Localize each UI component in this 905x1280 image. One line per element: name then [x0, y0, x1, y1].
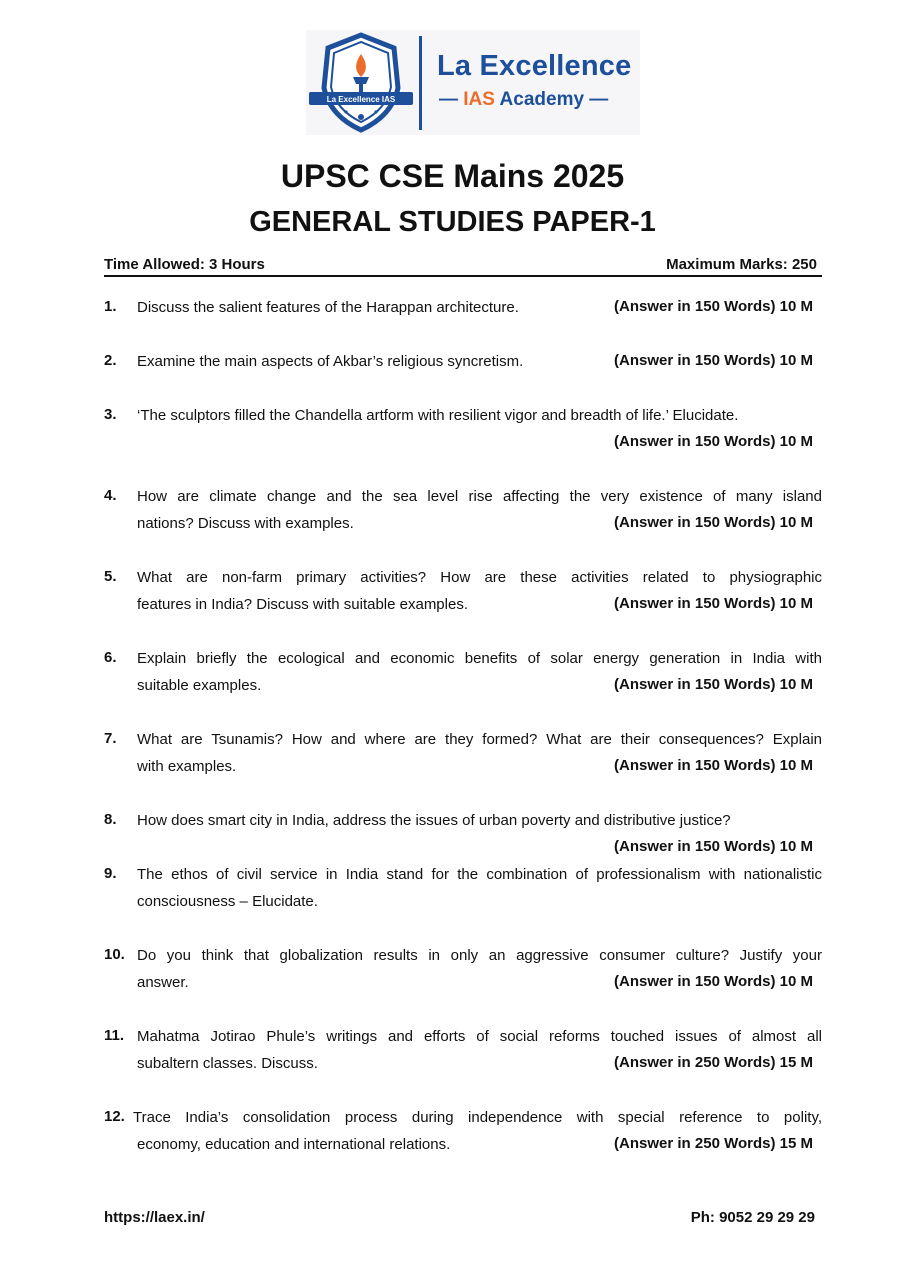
footer-website: https://laex.in/: [104, 1209, 205, 1226]
question-marks: (Answer in 150 Words) 10 M: [614, 676, 813, 693]
question-number: 3.: [104, 406, 117, 423]
logo-divider: [419, 36, 422, 130]
page-title: UPSC CSE Mains 2025: [280, 158, 625, 194]
question-text: nations? Discuss with examples.: [137, 515, 354, 532]
question-number: 10.: [104, 946, 125, 963]
question-marks: (Answer in 150 Words) 10 M: [614, 595, 813, 612]
question-text: What are non-farm primary activities? How are these activities related to physiographic: [137, 569, 822, 586]
question-text: Examine the main aspects of Akbar’s religious syncretism.: [137, 353, 524, 370]
question-text: ‘The sculptors filled the Chandella artform with resilient vigor and breadth of life.’ Elucidate.: [137, 407, 739, 424]
question-number: 1.: [104, 298, 117, 315]
question-number: 12.: [104, 1108, 125, 1125]
question-text: economy, education and international relations.: [137, 1136, 451, 1153]
logo-sub-rest: Academy —: [494, 89, 609, 110]
question-marks: (Answer in 150 Words) 10 M: [614, 973, 813, 990]
question-text: How are climate change and the sea level rise affecting the very existence of many island: [137, 488, 822, 505]
question-text: Mahatma Jotirao Phule’s writings and efforts of social reforms touched issues of almost all: [137, 1028, 822, 1045]
logo-subtitle: [439, 89, 608, 111]
question-marks: (Answer in 150 Words) 10 M: [614, 514, 813, 531]
question-number: 5.: [104, 568, 117, 585]
time-allowed: Time Allowed: 3 Hours: [104, 256, 265, 273]
logo: [306, 30, 640, 135]
question-text: The ethos of civil service in India stand for the combination of professionalism with nationalistic: [137, 866, 822, 883]
max-marks: Maximum Marks: 250: [666, 256, 817, 273]
question-marks: (Answer in 150 Words) 10 M: [614, 433, 813, 450]
question-number: 8.: [104, 811, 117, 828]
question-text: How does smart city in India, address the issues of urban poverty and distributive justice?: [137, 812, 731, 829]
question-text: with examples.: [137, 758, 237, 775]
question-text: Trace India’s consolidation process during independence with special reference to polity,: [133, 1109, 822, 1126]
page-subtitle: GENERAL STUDIES PAPER-1: [249, 206, 656, 238]
question-marks: (Answer in 150 Words) 10 M: [614, 838, 813, 855]
question-number: 9.: [104, 865, 117, 882]
question-text: Do you think that globalization results in only an aggressive consumer culture? Justify your: [137, 947, 822, 964]
question-number: 6.: [104, 649, 117, 666]
logo-sub-prefix: —: [439, 89, 464, 110]
footer-phone: Ph: 9052 29 29 29: [690, 1209, 815, 1226]
question-marks: (Answer in 250 Words) 15 M: [614, 1054, 813, 1071]
logo-sub-highlight: IAS: [463, 89, 495, 110]
question-marks: (Answer in 150 Words) 10 M: [614, 757, 813, 774]
question-text: features in India? Discuss with suitable examples.: [137, 596, 468, 613]
question-text: answer.: [137, 974, 189, 991]
question-text: Discuss the salient features of the Harappan architecture.: [137, 299, 519, 316]
question-number: 11.: [104, 1027, 125, 1044]
question-text: Explain briefly the ecological and economic benefits of solar energy generation in India with: [137, 650, 822, 667]
logo-badge-icon: [306, 30, 416, 135]
logo-badge-text: La Excellence IAS: [326, 95, 396, 104]
question-number: 7.: [104, 730, 117, 747]
logo-name: La Excellence: [437, 50, 632, 82]
question-number: 4.: [104, 487, 117, 504]
question-number: 2.: [104, 352, 117, 369]
question-marks: (Answer in 150 Words) 10 M: [614, 352, 813, 369]
question-text: suitable examples.: [137, 677, 262, 694]
question-marks: (Answer in 250 Words) 15 M: [614, 1135, 813, 1152]
question-text: subaltern classes. Discuss.: [137, 1055, 318, 1072]
question-marks: (Answer in 150 Words) 10 M: [614, 298, 813, 315]
question-text: consciousness – Elucidate.: [137, 893, 318, 910]
question-text: What are Tsunamis? How and where are they formed? What are their consequences? Explain: [137, 731, 822, 748]
header-divider: [104, 275, 822, 277]
